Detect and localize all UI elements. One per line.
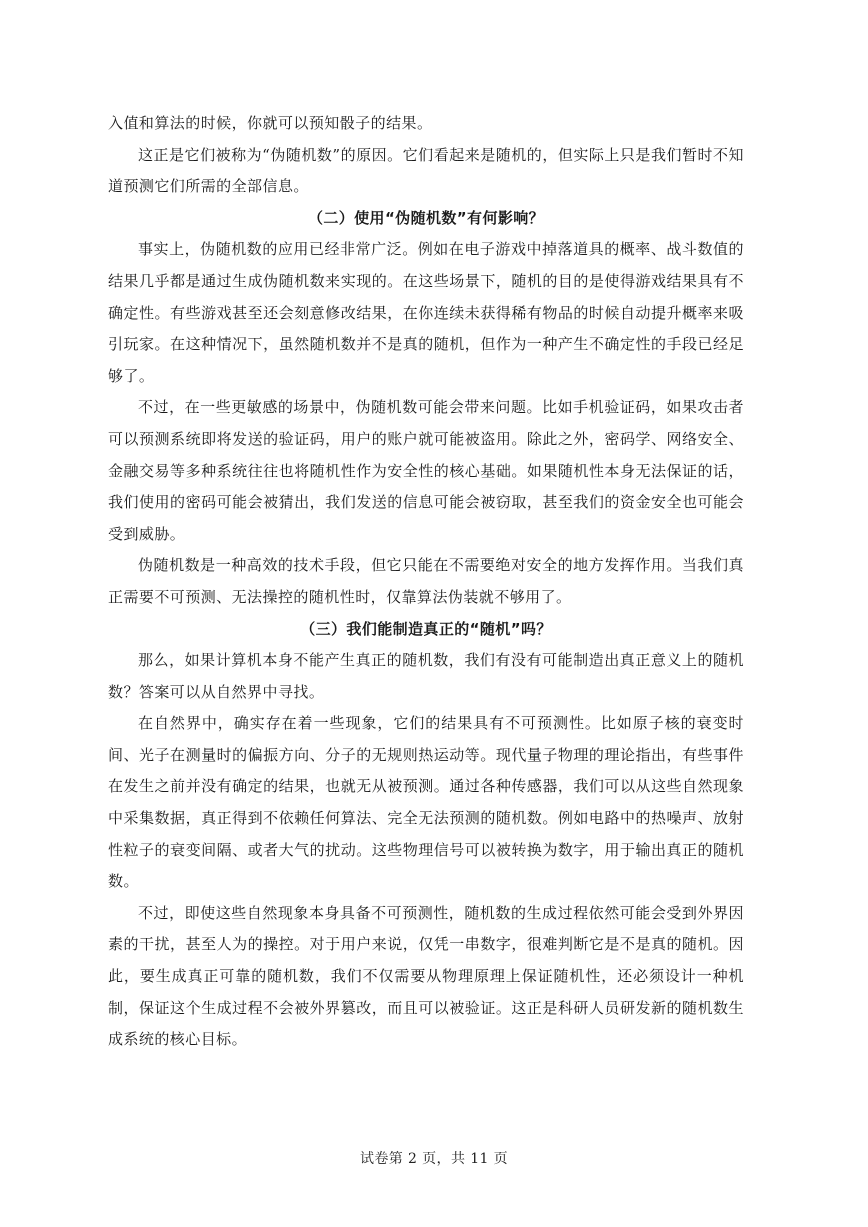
paragraph-sensitive-scenarios: 不过，在一些更敏感的场景中，伪随机数可能会带来问题。比如手机验证码，如果攻击者可以预测系统即将发送的验证码，用户的账户就可能被盗用。除此之外，密码学、网络安全、金融交易等多种系统往往也将随机性作为安全性的核心基础。如果随机性本身无法保证的话，我们使用的密码可能会被猜出，我们发送的信息可能会被窃取，甚至我们的资金安全也可能会受到威胁。 (108, 398, 744, 543)
paragraph-natural-phenomena: 在自然界中，确实存在着一些现象，它们的结果具有不可预测性。比如原子核的衰变时间、光子在测量时的偏振方向、分子的无规则热运动等。现代量子物理的理论指出，有些事件在发生之前并没有确定的结果，也就无从被预测。通过各种传感器，我们可以从这些自然现象中采集数据，真正得到不依赖任何算法、完全无法预测的随机数。例如电路中的热噪声、放射性粒子的衰变间隔、或者大气的扰动。这些物理信号可以被转换为数字，用于输出真正的随机数。 (108, 714, 744, 891)
paragraph-applications: 事实上，伪随机数的应用已经非常广泛。例如在电子游戏中掉落道具的概率、战斗数值的结果几乎都是通过生成伪随机数来实现的。在这些场景下，随机的目的是使得游戏结果具有不确定性。有些游戏甚至还会刻意修改结果，在你连续未获得稀有物品的时候自动提升概率来吸引玩家。在这种情况下，虽然随机数并不是真的随机，但作为一种产生不确定性的手段已经足够了。 (108, 240, 744, 385)
page-footer: 试卷第 2 页，共 11 页 (359, 1151, 509, 1167)
paragraph-pseudo-random-reason: 这正是它们被称为“伪随机数”的原因。它们看起来是随机的，但实际上只是我们暂时不知道预测它们所需的全部信息。 (108, 145, 744, 196)
paragraph-verification: 不过，即使这些自然现象本身具备不可预测性，随机数的生成过程依然可能会受到外界因素的干扰，甚至人为的操控。对于用户来说，仅凭一串数字，很难判断它是不是真的随机。因此，要生成真正可靠的随机数，我们不仅需要从物理原理上保证随机性，还必须设计一种机制，保证这个生成过程不会被外界篡改，而且可以被验证。这正是科研人员研发新的随机数生成系统的核心目标。 (108, 903, 744, 1049)
document-body (108, 108, 744, 1056)
paragraph-limitations: 伪随机数是一种高效的技术手段，但它只能在不需要绝对安全的地方发挥作用。当我们真正需要不可预测、无法操控的随机性时，仅靠算法伪装就不够用了。 (108, 556, 744, 606)
section-heading-3: （三）我们能制造真正的“随机”吗？ (300, 619, 552, 638)
paragraph-continued: 入值和算法的时候，你就可以预知骰子的结果。 (108, 114, 433, 132)
paragraph-nature-question: 那么，如果计算机本身不能产生真正的随机数，我们有没有可能制造出真正意义上的随机数？答案可以从自然界中寻找。 (108, 651, 744, 701)
section-heading-2: （二）使用“伪随机数”有何影响？ (307, 208, 545, 227)
